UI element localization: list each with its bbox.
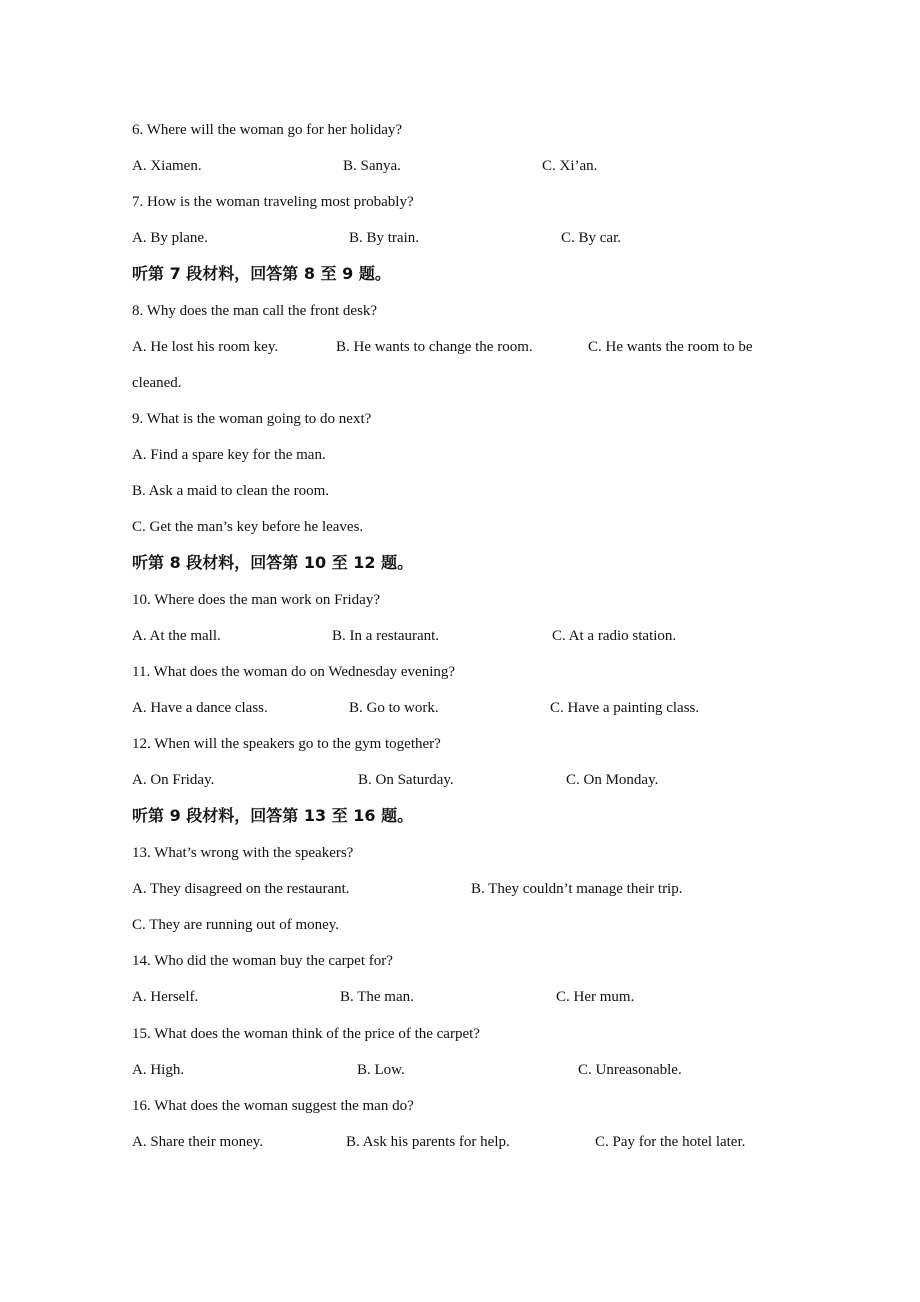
question-7: 7. How is the woman traveling most probably? — [132, 194, 414, 210]
question-12: 12. When will the speakers go to the gym together? — [132, 736, 441, 752]
q8-option-c: C. He wants the room to be — [588, 339, 753, 355]
q12-option-b: B. On Saturday. — [358, 772, 454, 788]
q12-option-c: C. On Monday. — [566, 772, 659, 788]
question-16: 16. What does the woman suggest the man do? — [132, 1098, 414, 1114]
q11-option-a: A. Have a dance class. — [132, 700, 268, 716]
q7-option-a: A. By plane. — [132, 230, 208, 246]
question-8: 8. Why does the man call the front desk? — [132, 303, 378, 319]
q10-option-c: C. At a radio station. — [552, 628, 677, 644]
q14-option-a: A. Herself. — [132, 989, 199, 1005]
question-10: 10. Where does the man work on Friday? — [132, 592, 380, 608]
q9-option-b: B. Ask a maid to clean the room. — [132, 483, 330, 499]
q6-option-b: B. Sanya. — [343, 158, 401, 174]
question-14: 14. Who did the woman buy the carpet for? — [132, 953, 393, 969]
section-heading-9: 听第 9 段材料，回答第 13 至 16 题。 — [132, 806, 414, 825]
question-15: 15. What does the woman think of the price of the carpet? — [132, 1026, 480, 1042]
q11-option-c: C. Have a painting class. — [550, 700, 700, 716]
q9-option-c: C. Get the man’s key before he leaves. — [132, 519, 364, 535]
q9-option-a: A. Find a spare key for the man. — [132, 447, 326, 463]
q10-option-a: A. At the mall. — [132, 628, 221, 644]
section-heading-7: 听第 7 段材料，回答第 8 至 9 题。 — [132, 264, 391, 283]
q6-option-a: A. Xiamen. — [132, 158, 202, 174]
q15-option-b: B. Low. — [357, 1062, 405, 1078]
q15-option-a: A. High. — [132, 1062, 185, 1078]
question-13: 13. What’s wrong with the speakers? — [132, 845, 354, 861]
q8-option-a: A. He lost his room key. — [132, 339, 279, 355]
q16-option-a: A. Share their money. — [132, 1134, 264, 1150]
q14-option-c: C. Her mum. — [556, 989, 635, 1005]
q8-option-b: B. He wants to change the room. — [336, 339, 533, 355]
q7-option-b: B. By train. — [349, 230, 419, 246]
q16-option-b: B. Ask his parents for help. — [346, 1134, 510, 1150]
q7-option-c: C. By car. — [561, 230, 621, 246]
question-6: 6. Where will the woman go for her holiday? — [132, 122, 403, 138]
section-heading-8: 听第 8 段材料，回答第 10 至 12 题。 — [132, 553, 414, 572]
q8-option-c-continued: cleaned. — [132, 375, 182, 391]
q15-option-c: C. Unreasonable. — [578, 1062, 682, 1078]
q14-option-b: B. The man. — [340, 989, 414, 1005]
q10-option-b: B. In a restaurant. — [332, 628, 440, 644]
q6-option-c: C. Xi’an. — [542, 158, 598, 174]
question-9: 9. What is the woman going to do next? — [132, 411, 372, 427]
q16-option-c: C. Pay for the hotel later. — [595, 1134, 746, 1150]
q13-option-b: B. They couldn’t manage their trip. — [471, 881, 683, 897]
question-11: 11. What does the woman do on Wednesday evening? — [132, 664, 456, 680]
q13-option-c: C. They are running out of money. — [132, 917, 340, 933]
q12-option-a: A. On Friday. — [132, 772, 215, 788]
q11-option-b: B. Go to work. — [349, 700, 439, 716]
q13-option-a: A. They disagreed on the restaurant. — [132, 881, 350, 897]
